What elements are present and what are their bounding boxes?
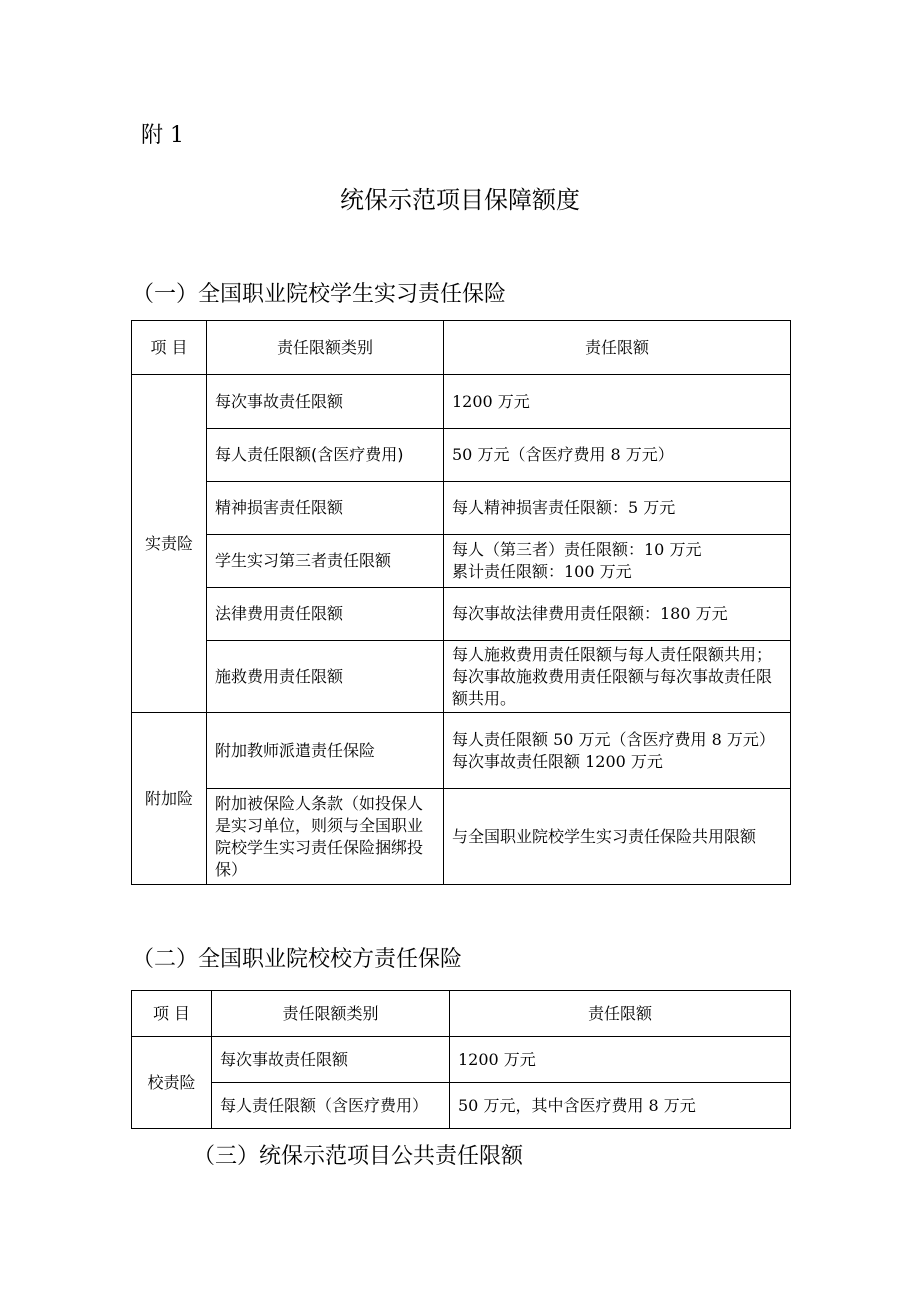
table-row	[132, 375, 791, 429]
appendix-label: 附 1	[141, 123, 184, 148]
limit-value-cell	[444, 535, 791, 588]
header-limit-type: 责任限额类别	[207, 321, 444, 375]
school-liability-table	[131, 990, 791, 1129]
limit-line: 每次事故责任限额 1200 万元	[452, 751, 663, 771]
limit-type-cell: 学生实习第三者责任限额	[207, 535, 444, 588]
limit-type-cell: 精神损害责任限额	[207, 482, 444, 535]
limit-type-cell: 附加教师派遣责任保险	[207, 713, 444, 789]
table-row	[132, 1083, 791, 1129]
category-practice-liability: 实责险	[132, 375, 207, 713]
table-row	[132, 429, 791, 482]
header-limit: 责任限额	[450, 991, 791, 1037]
limit-type-cell: 每次事故责任限额	[212, 1037, 450, 1083]
limit-type-cell: 每人责任限额（含医疗费用）	[212, 1083, 450, 1129]
limit-line: 每人（第三者）责任限额：10 万元	[452, 540, 702, 559]
section-heading-2: （二）全国职业院校校方责任保险	[132, 947, 463, 972]
limit-type-cell	[207, 789, 444, 885]
limit-value-cell: 50 万元，其中含医疗费用 8 万元	[450, 1083, 791, 1129]
limit-value-cell	[444, 713, 791, 789]
page-title: 统保示范项目保障额度	[340, 186, 580, 214]
limit-line: 累计责任限额：100 万元	[452, 562, 632, 581]
student-internship-liability-table	[131, 320, 791, 885]
table-row	[132, 713, 791, 789]
clause-name: 附加被保险人条款	[215, 793, 344, 813]
table-row	[132, 1037, 791, 1083]
limit-value-cell: 与全国职业院校学生实习责任保险共用限额	[444, 789, 791, 885]
section-heading-3: （三）统保示范项目公共责任限额	[193, 1144, 524, 1169]
limit-value-cell: 50 万元（含医疗费用 8 万元）	[444, 429, 791, 482]
limit-line: 每人责任限额 50 万元（含医疗费用 8 万元）	[452, 729, 775, 749]
limit-value-cell: 每人精神损害责任限额：5 万元	[444, 482, 791, 535]
table-row	[132, 535, 791, 588]
limit-value-cell: 每人施救费用责任限额与每人责任限额共用；每次事故施救费用责任限额与每次事故责任限额共用。	[444, 641, 791, 713]
category-additional-insurance: 附加险	[132, 713, 207, 885]
header-limit-type: 责任限额类别	[212, 991, 450, 1037]
header-item: 项 目	[132, 321, 207, 375]
limit-type-cell: 施救费用责任限额	[207, 641, 444, 713]
table-row	[132, 588, 791, 641]
table-row	[132, 482, 791, 535]
table-header-row	[132, 991, 791, 1037]
header-limit: 责任限额	[444, 321, 791, 375]
limit-value-cell: 每次事故法律费用责任限额：180 万元	[444, 588, 791, 641]
limit-type-cell: 法律费用责任限额	[207, 588, 444, 641]
limit-type-cell: 每人责任限额(含医疗费用)	[207, 429, 444, 482]
limit-value-cell: 1200 万元	[450, 1037, 791, 1083]
category-school-liability: 校责险	[132, 1037, 212, 1129]
header-item: 项 目	[132, 991, 212, 1037]
table-row	[132, 789, 791, 885]
limit-type-cell: 每次事故责任限额	[207, 375, 444, 429]
table-row	[132, 641, 791, 713]
table-header-row	[132, 321, 791, 375]
section-heading-1: （一）全国职业院校学生实习责任保险	[132, 282, 507, 307]
limit-value-cell: 1200 万元	[444, 375, 791, 429]
clause-note: （如投保人是实习单位，则须与全国职业院校学生实习责任保险捆绑投保）	[215, 793, 424, 879]
